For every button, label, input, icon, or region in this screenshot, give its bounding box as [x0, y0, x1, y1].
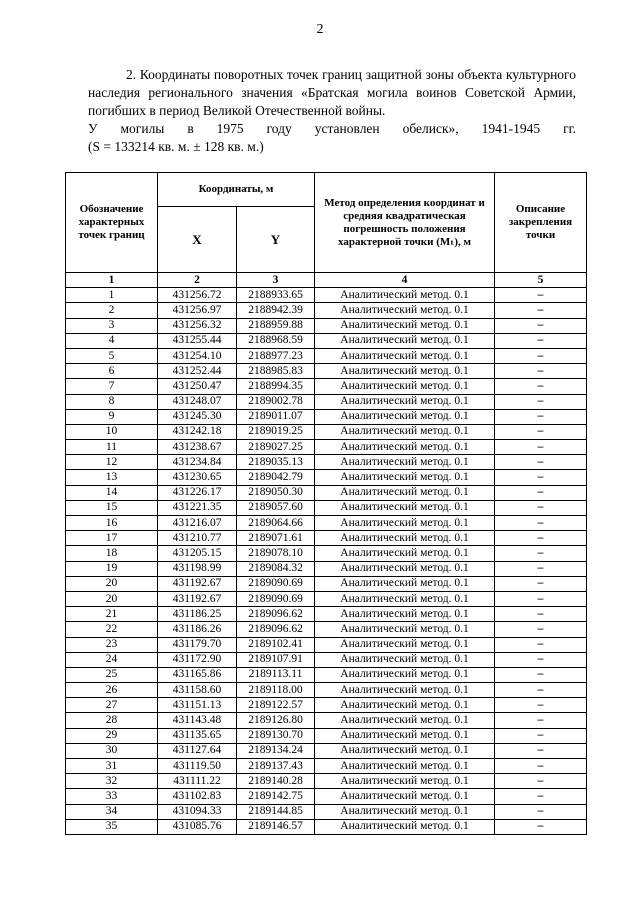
- table-row: [66, 759, 587, 774]
- x-coordinate: 431111.22: [158, 774, 237, 789]
- point-number: 8: [66, 394, 158, 409]
- x-coordinate: 431158.60: [158, 683, 237, 698]
- point-number: 30: [66, 743, 158, 758]
- table-row: [66, 774, 587, 789]
- point-number: 1: [66, 288, 158, 303]
- method-cell: Аналитический метод. 0.1: [315, 698, 495, 713]
- method-cell: Аналитический метод. 0.1: [315, 394, 495, 409]
- table-row: [66, 652, 587, 667]
- method-cell: Аналитический метод. 0.1: [315, 379, 495, 394]
- y-coordinate: 2188985.83: [237, 364, 315, 379]
- x-coordinate: 431221.35: [158, 500, 237, 515]
- y-coordinate: 2188994.35: [237, 379, 315, 394]
- method-cell: Аналитический метод. 0.1: [315, 424, 495, 439]
- table-row: [66, 667, 587, 682]
- table-row: [66, 379, 587, 394]
- method-cell: Аналитический метод. 0.1: [315, 470, 495, 485]
- point-number: 6: [66, 364, 158, 379]
- table-row: [66, 561, 587, 576]
- table-row: [66, 364, 587, 379]
- table-row: [66, 819, 587, 834]
- table-row: [66, 789, 587, 804]
- table-row: [66, 804, 587, 819]
- table-row: [66, 683, 587, 698]
- x-coordinate: 431250.47: [158, 379, 237, 394]
- x-coordinate: 431165.86: [158, 667, 237, 682]
- description-cell: –: [495, 698, 587, 713]
- x-coordinate: 431094.33: [158, 804, 237, 819]
- point-number: 5: [66, 348, 158, 363]
- x-coordinate: 431172.90: [158, 652, 237, 667]
- y-coordinate: 2189096.62: [237, 607, 315, 622]
- heading-last-line: У могилы в 1975 году установлен обелиск», 1941-1945 гг.: [88, 121, 576, 136]
- description-cell: –: [495, 409, 587, 424]
- y-coordinate: 2189096.62: [237, 622, 315, 637]
- y-coordinate: 2189122.57: [237, 698, 315, 713]
- point-number: 3: [66, 318, 158, 333]
- point-number: 23: [66, 637, 158, 652]
- y-coordinate: 2189137.43: [237, 759, 315, 774]
- x-coordinate: 431248.07: [158, 394, 237, 409]
- x-coordinate: 431216.07: [158, 516, 237, 531]
- table-row: [66, 591, 587, 606]
- description-cell: –: [495, 667, 587, 682]
- table-row: [66, 546, 587, 561]
- description-cell: –: [495, 759, 587, 774]
- y-coordinate: 2189019.25: [237, 424, 315, 439]
- x-coordinate: 431254.10: [158, 348, 237, 363]
- y-coordinate: 2189118.00: [237, 683, 315, 698]
- x-coordinate: 431151.13: [158, 698, 237, 713]
- method-cell: Аналитический метод. 0.1: [315, 683, 495, 698]
- method-cell: Аналитический метод. 0.1: [315, 561, 495, 576]
- table-row: [66, 409, 587, 424]
- description-cell: –: [495, 652, 587, 667]
- method-cell: Аналитический метод. 0.1: [315, 728, 495, 743]
- header-y: Y: [237, 207, 315, 273]
- point-number: 20: [66, 591, 158, 606]
- point-number: 33: [66, 789, 158, 804]
- table-row: [66, 318, 587, 333]
- point-number: 29: [66, 728, 158, 743]
- method-cell: Аналитический метод. 0.1: [315, 743, 495, 758]
- y-coordinate: 2189130.70: [237, 728, 315, 743]
- x-coordinate: 431256.97: [158, 303, 237, 318]
- description-cell: –: [495, 561, 587, 576]
- method-cell: Аналитический метод. 0.1: [315, 531, 495, 546]
- method-cell: Аналитический метод. 0.1: [315, 288, 495, 303]
- point-number: 15: [66, 500, 158, 515]
- table-row: [66, 485, 587, 500]
- y-coordinate: 2189002.78: [237, 394, 315, 409]
- x-coordinate: 431135.65: [158, 728, 237, 743]
- description-cell: –: [495, 424, 587, 439]
- y-coordinate: 2188977.23: [237, 348, 315, 363]
- point-number: 34: [66, 804, 158, 819]
- table-row: [66, 470, 587, 485]
- point-number: 9: [66, 409, 158, 424]
- y-coordinate: 2189146.57: [237, 819, 315, 834]
- description-cell: –: [495, 364, 587, 379]
- column-index: 2: [158, 273, 237, 288]
- method-cell: Аналитический метод. 0.1: [315, 485, 495, 500]
- method-cell: Аналитический метод. 0.1: [315, 622, 495, 637]
- method-cell: Аналитический метод. 0.1: [315, 440, 495, 455]
- table-body: [66, 288, 587, 835]
- description-cell: –: [495, 500, 587, 515]
- header-coordinates: Координаты, м: [158, 173, 315, 207]
- description-cell: –: [495, 546, 587, 561]
- y-coordinate: 2189140.28: [237, 774, 315, 789]
- point-number: 28: [66, 713, 158, 728]
- y-coordinate: 2188968.59: [237, 333, 315, 348]
- x-coordinate: 431245.30: [158, 409, 237, 424]
- y-coordinate: 2189126.80: [237, 713, 315, 728]
- x-coordinate: 431127.64: [158, 743, 237, 758]
- y-coordinate: 2189142.75: [237, 789, 315, 804]
- y-coordinate: 2189050.30: [237, 485, 315, 500]
- point-number: 21: [66, 607, 158, 622]
- description-cell: –: [495, 516, 587, 531]
- method-cell: Аналитический метод. 0.1: [315, 819, 495, 834]
- y-coordinate: 2188959.88: [237, 318, 315, 333]
- method-cell: Аналитический метод. 0.1: [315, 318, 495, 333]
- column-index: 3: [237, 273, 315, 288]
- x-coordinate: 431102.83: [158, 789, 237, 804]
- description-cell: –: [495, 743, 587, 758]
- point-number: 16: [66, 516, 158, 531]
- y-coordinate: 2189102.41: [237, 637, 315, 652]
- method-cell: Аналитический метод. 0.1: [315, 713, 495, 728]
- heading-paragraph: 2. Координаты поворотных точек границ защитной зоны объекта культурного наследия регионального значения «Братская могила воинов Советской Армии, погибших в период Великой Отечественной войны.: [88, 67, 576, 118]
- description-cell: –: [495, 622, 587, 637]
- description-cell: –: [495, 485, 587, 500]
- table-row: [66, 576, 587, 591]
- y-coordinate: 2189107.91: [237, 652, 315, 667]
- table-row: [66, 698, 587, 713]
- point-number: 26: [66, 683, 158, 698]
- point-number: 11: [66, 440, 158, 455]
- y-coordinate: 2189084.32: [237, 561, 315, 576]
- table-row: [66, 637, 587, 652]
- x-coordinate: 431252.44: [158, 364, 237, 379]
- table-row: [66, 728, 587, 743]
- description-cell: –: [495, 318, 587, 333]
- method-cell: Аналитический метод. 0.1: [315, 333, 495, 348]
- table-row: [66, 500, 587, 515]
- description-cell: –: [495, 333, 587, 348]
- table-row: [66, 531, 587, 546]
- description-cell: –: [495, 455, 587, 470]
- table-row: [66, 394, 587, 409]
- method-cell: Аналитический метод. 0.1: [315, 789, 495, 804]
- description-cell: –: [495, 607, 587, 622]
- y-coordinate: 2188933.65: [237, 288, 315, 303]
- area-statement: (S = 133214 кв. м. ± 128 кв. м.): [88, 139, 264, 154]
- point-number: 22: [66, 622, 158, 637]
- description-cell: –: [495, 683, 587, 698]
- y-coordinate: 2189090.69: [237, 591, 315, 606]
- x-coordinate: 431198.99: [158, 561, 237, 576]
- method-cell: Аналитический метод. 0.1: [315, 637, 495, 652]
- header-method: Метод определения координат и средняя квадратическая погрешность положения характерной точки (Mₜ), м: [315, 173, 495, 273]
- point-number: 35: [66, 819, 158, 834]
- description-cell: –: [495, 303, 587, 318]
- description-cell: –: [495, 713, 587, 728]
- point-number: 4: [66, 333, 158, 348]
- x-coordinate: 431192.67: [158, 576, 237, 591]
- method-cell: Аналитический метод. 0.1: [315, 607, 495, 622]
- y-coordinate: 2189064.66: [237, 516, 315, 531]
- method-cell: Аналитический метод. 0.1: [315, 500, 495, 515]
- point-number: 20: [66, 576, 158, 591]
- point-number: 18: [66, 546, 158, 561]
- method-cell: Аналитический метод. 0.1: [315, 303, 495, 318]
- method-cell: Аналитический метод. 0.1: [315, 409, 495, 424]
- x-coordinate: 431238.67: [158, 440, 237, 455]
- point-number: 14: [66, 485, 158, 500]
- y-coordinate: 2189090.69: [237, 576, 315, 591]
- header-x: X: [158, 207, 237, 273]
- table-row: [66, 455, 587, 470]
- description-cell: –: [495, 531, 587, 546]
- y-coordinate: 2189057.60: [237, 500, 315, 515]
- table-row: [66, 333, 587, 348]
- method-cell: Аналитический метод. 0.1: [315, 759, 495, 774]
- method-cell: Аналитический метод. 0.1: [315, 591, 495, 606]
- x-coordinate: 431085.76: [158, 819, 237, 834]
- point-number: 2: [66, 303, 158, 318]
- x-coordinate: 431226.17: [158, 485, 237, 500]
- header-description: Описание закрепления точки: [495, 173, 587, 273]
- method-cell: Аналитический метод. 0.1: [315, 516, 495, 531]
- table-row: [66, 303, 587, 318]
- description-cell: –: [495, 774, 587, 789]
- description-cell: –: [495, 637, 587, 652]
- point-number: 7: [66, 379, 158, 394]
- x-coordinate: 431205.15: [158, 546, 237, 561]
- method-cell: Аналитический метод. 0.1: [315, 455, 495, 470]
- y-coordinate: 2189113.11: [237, 667, 315, 682]
- y-coordinate: 2189027.25: [237, 440, 315, 455]
- description-cell: –: [495, 440, 587, 455]
- description-cell: –: [495, 576, 587, 591]
- x-coordinate: 431179.70: [158, 637, 237, 652]
- x-coordinate: 431230.65: [158, 470, 237, 485]
- y-coordinate: 2189078.10: [237, 546, 315, 561]
- x-coordinate: 431256.72: [158, 288, 237, 303]
- y-coordinate: 2189144.85: [237, 804, 315, 819]
- point-number: 17: [66, 531, 158, 546]
- table-row: [66, 424, 587, 439]
- x-coordinate: 431192.67: [158, 591, 237, 606]
- description-cell: –: [495, 470, 587, 485]
- x-coordinate: 431119.50: [158, 759, 237, 774]
- method-cell: Аналитический метод. 0.1: [315, 774, 495, 789]
- y-coordinate: 2189134.24: [237, 743, 315, 758]
- table-row: [66, 607, 587, 622]
- description-cell: –: [495, 591, 587, 606]
- table-row: [66, 713, 587, 728]
- x-coordinate: 431143.48: [158, 713, 237, 728]
- table-row: [66, 743, 587, 758]
- x-coordinate: 431242.18: [158, 424, 237, 439]
- coordinates-table: [65, 172, 587, 835]
- y-coordinate: 2189071.61: [237, 531, 315, 546]
- x-coordinate: 431186.26: [158, 622, 237, 637]
- description-cell: –: [495, 819, 587, 834]
- method-cell: Аналитический метод. 0.1: [315, 804, 495, 819]
- point-number: 32: [66, 774, 158, 789]
- description-cell: –: [495, 394, 587, 409]
- x-coordinate: 431210.77: [158, 531, 237, 546]
- point-number: 24: [66, 652, 158, 667]
- point-number: 19: [66, 561, 158, 576]
- point-number: 31: [66, 759, 158, 774]
- table-row: [66, 440, 587, 455]
- description-cell: –: [495, 379, 587, 394]
- table-row: [66, 288, 587, 303]
- method-cell: Аналитический метод. 0.1: [315, 546, 495, 561]
- method-cell: Аналитический метод. 0.1: [315, 667, 495, 682]
- method-cell: Аналитический метод. 0.1: [315, 576, 495, 591]
- description-cell: –: [495, 789, 587, 804]
- point-number: 27: [66, 698, 158, 713]
- point-number: 13: [66, 470, 158, 485]
- y-coordinate: 2189011.07: [237, 409, 315, 424]
- column-index: 4: [315, 273, 495, 288]
- point-number: 10: [66, 424, 158, 439]
- method-cell: Аналитический метод. 0.1: [315, 364, 495, 379]
- table-row: [66, 622, 587, 637]
- point-number: 25: [66, 667, 158, 682]
- y-coordinate: 2188942.39: [237, 303, 315, 318]
- y-coordinate: 2189035.13: [237, 455, 315, 470]
- x-coordinate: 431255.44: [158, 333, 237, 348]
- description-cell: –: [495, 288, 587, 303]
- description-cell: –: [495, 348, 587, 363]
- x-coordinate: 431256.32: [158, 318, 237, 333]
- description-cell: –: [495, 804, 587, 819]
- method-cell: Аналитический метод. 0.1: [315, 652, 495, 667]
- table-row: [66, 516, 587, 531]
- section-heading: [88, 66, 576, 156]
- x-coordinate: 431234.84: [158, 455, 237, 470]
- table-row: [66, 348, 587, 363]
- header-point: Обозначение характерных точек границ: [66, 173, 158, 273]
- method-cell: Аналитический метод. 0.1: [315, 348, 495, 363]
- column-index: 1: [66, 273, 158, 288]
- x-coordinate: 431186.25: [158, 607, 237, 622]
- page-number: 2: [316, 22, 324, 37]
- y-coordinate: 2189042.79: [237, 470, 315, 485]
- column-index: 5: [495, 273, 587, 288]
- point-number: 12: [66, 455, 158, 470]
- description-cell: –: [495, 728, 587, 743]
